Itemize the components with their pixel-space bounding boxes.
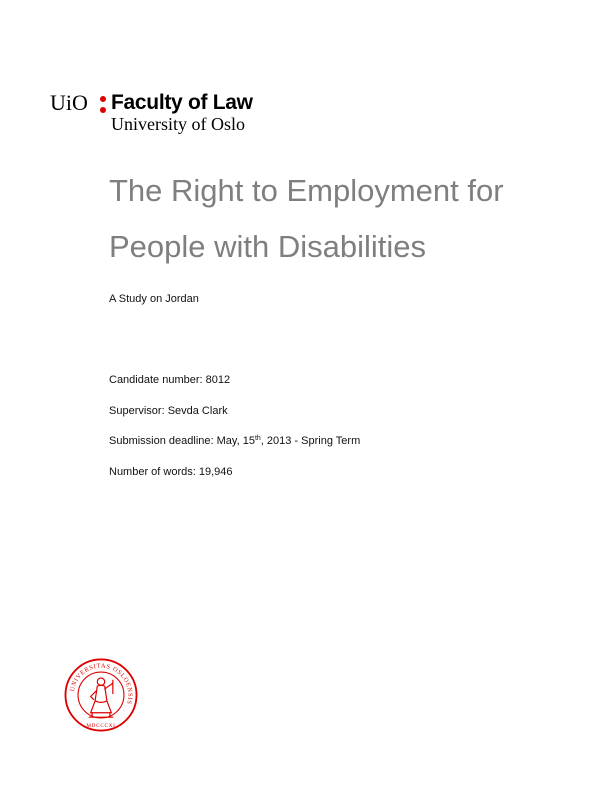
supervisor: Supervisor: Sevda Clark <box>109 405 228 417</box>
seal-figure-icon <box>89 678 113 717</box>
faculty-name: Faculty of Law <box>111 91 253 114</box>
university-seal-icon <box>64 658 138 732</box>
thesis-subtitle: A Study on Jordan <box>109 293 199 305</box>
candidate-number: Candidate number: 8012 <box>109 374 231 386</box>
logo-uio-text: UiO <box>50 90 88 115</box>
deadline-prefix: Submission deadline: May, 15 <box>109 435 255 447</box>
seal-year-text: MDCCCXI <box>86 722 116 729</box>
university-name: University of Oslo <box>111 114 245 134</box>
thesis-title <box>109 163 589 275</box>
deadline-suffix: , 2013 - Spring Term <box>260 435 361 447</box>
deadline-ordinal: th <box>254 435 261 442</box>
submission-deadline <box>109 435 360 447</box>
thesis-title-line-1: The Right to Employment for <box>109 173 504 208</box>
seal-ring-text-content: UNIVERSITAS OSLOENSIS <box>68 662 134 706</box>
word-count: Number of words: 19,946 <box>109 466 233 478</box>
thesis-title-line-2: People with Disabilities <box>109 229 427 264</box>
logo-colon-icon <box>100 96 106 113</box>
